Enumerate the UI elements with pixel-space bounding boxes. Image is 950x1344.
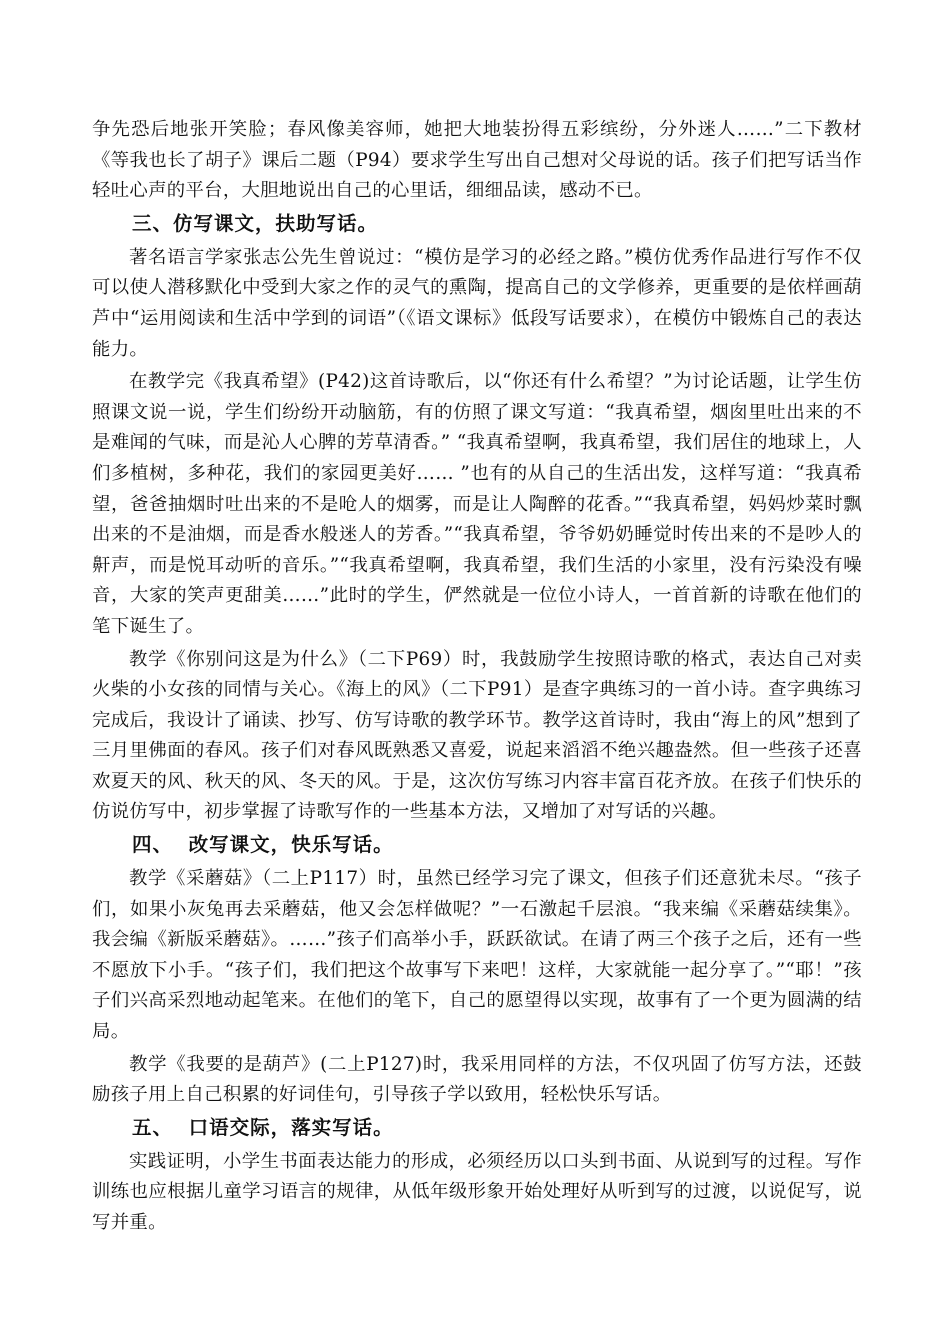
section-heading-4: 四、 改写课文，快乐写话。 [132, 833, 394, 857]
paragraph-gourd-lesson: 教学《我要的是葫芦》(二上P127)时，我采用同样的方法，不仅巩固了仿写方法，还鼓励孩子用上自己积累的好词佳句，引导孩子学以致用，轻松快乐写话。 [92, 1053, 862, 1106]
paragraph-mushroom-rewrite: 教学《采蘑菇》（二上P117）时，虽然已经学习完了课文，但孩子们还意犹未尽。“孩子们，如果小灰兔再去采蘑菇，他又会怎样做呢？”一石激起千层浪。“我来编《采蘑菇续集》。我会编《新版采蘑菇》。……”孩子们高举小手，跃跃欲试。在请了两三个孩子之后，还有一些不愿放下小手。“孩子们，我们把这个故事写下来吧！这样，大家就能一起分享了。”“耶！”孩子们兴高采烈地动起笔来。在他们的笔下，自己的愿望得以实现，故事有了一个更为圆满的结局。 [92, 868, 862, 1043]
paragraph-imitation-intro: 著名语言学家张志公先生曾说过：“模仿是学习的必经之路。”模仿优秀作品进行写作不仅可以使人潜移默化中受到大家之作的灵气的熏陶，提高自己的文学修养，更重要的是依样画葫芦中“运用阅读和生活中学到的词语”（《语文课标》低段写话要求），在模仿中锻炼自己的表达能力。 [92, 246, 862, 360]
section-heading-5: 五、 口语交际，落实写话。 [132, 1115, 394, 1139]
paragraph-oral-practice: 实践证明，小学生书面表达能力的形成，必须经历以口头到书面、从说到写的过程。写作训练也应根据儿童学习语言的规律，从低年级形象开始处理好从听到写的过渡，以说促写，说写并重。 [92, 1150, 862, 1233]
document-body [92, 115, 862, 1241]
paragraph-continuation: 争先恐后地张开笑脸；春风像美容师，她把大地装扮得五彩缤纷，分外迷人……”二下教材《等我也长了胡子》课后二题（P94）要求学生写出自己想对父母说的话。孩子们把写话当作轻吐心声的平台，大胆地说出自己的心里话，细细品读，感动不已。 [92, 119, 862, 202]
paragraph-poem-imitation: 教学《你别问这是为什么》（二下P69）时，我鼓励学生按照诗歌的格式，表达自己对卖火柴的小女孩的同情与关心。《海上的风》（二下P91）是查字典练习的一首小诗。查字典练习完成后，我设计了诵读、抄写、仿写诗歌的教学环节。教学这首诗时，我由“海上的风”想到了三月里佛面的春风。孩子们对春风既熟悉又喜爱，说起来滔滔不绝兴趣盎然。但一些孩子还喜欢夏天的风、秋天的风、冬天的风。于是，这次仿写练习内容丰富百花齐放。在孩子们快乐的仿说仿写中，初步掌握了诗歌写作的一些基本方法，又增加了对写话的兴趣。 [92, 648, 862, 823]
section-heading-3: 三、仿写课文，扶助写话。 [132, 211, 379, 235]
paragraph-i-really-wish: 在教学完《我真希望》(P42)这首诗歌后，以“你还有什么希望？”为讨论话题，让学生仿照课文说一说，学生们纷纷开动脑筋，有的仿照了课文写道：“我真希望，烟囱里吐出来的不是难闻的气味，而是沁人心脾的芳草清香。” “我真希望啊，我真希望，我们居住的地球上，人们多植树，多种花，我们的家园更美好…… ”也有的从自己的生活出发，这样写道：“我真希望，爸爸抽烟时吐出来的不是呛人的烟雾，而是让人陶醉的花香。”“我真希望，妈妈炒菜时飘出来的不是油烟，而是香水般迷人的芳香。”“我真希望，爷爷奶奶睡觉时传出来的不是吵人的鼾声，而是悦耳动听的音乐。”“我真希望啊，我真希望，我们生活的小家里，没有污染没有噪音，大家的笑声更甜美……”此时的学生，俨然就是一位位小诗人，一首首新的诗歌在他们的笔下诞生了。 [92, 371, 862, 637]
